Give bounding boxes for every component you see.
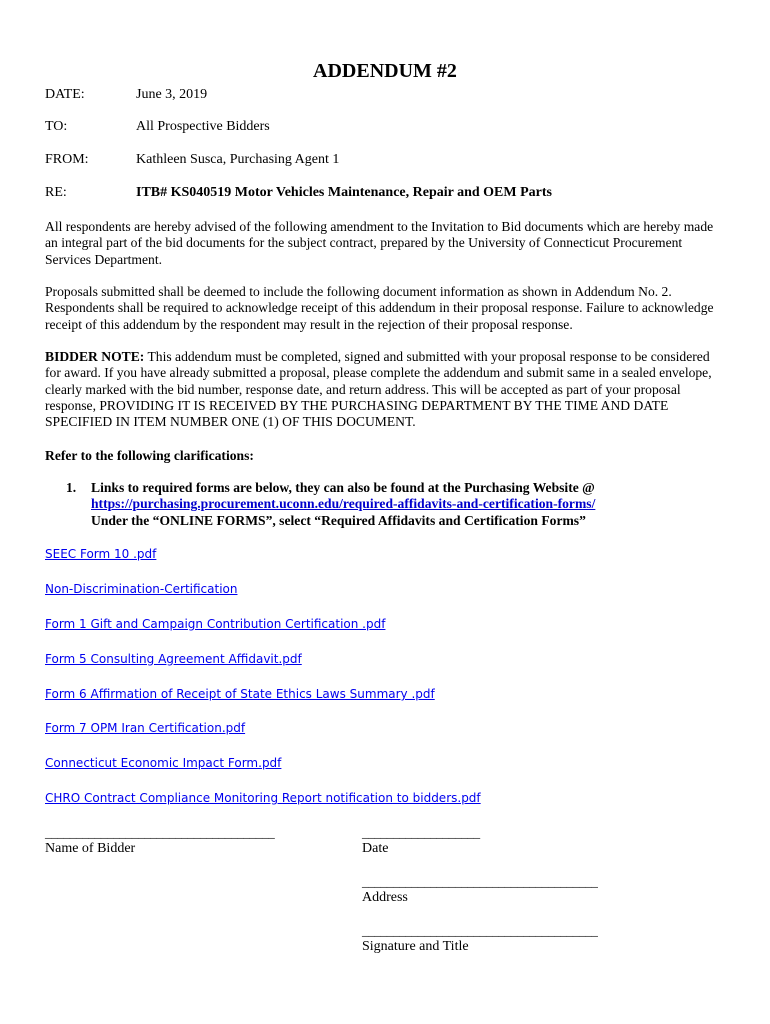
address-label: Address <box>362 890 408 905</box>
from-value: Kathleen Susca, Purchasing Agent 1 <box>136 152 340 167</box>
item-1-text <box>91 480 721 529</box>
item-1-instruction: Under the “ONLINE FORMS”, select “Required Affidavits and Certification Forms” <box>91 512 586 528</box>
to-label: TO: <box>45 119 68 134</box>
form-7-link[interactable]: Form 7 OPM Iran Certification.pdf <box>45 721 246 735</box>
purchasing-website-link[interactable]: https://purchasing.procurement.uconn.edu/required-affidavits-and-certification-forms/ <box>91 496 596 512</box>
form-5-link[interactable]: Form 5 Consulting Agreement Affidavit.pdf <box>45 652 302 666</box>
economic-impact-link[interactable]: Connecticut Economic Impact Form.pdf <box>45 756 282 770</box>
from-label: FROM: <box>45 152 89 167</box>
name-of-bidder-line: _____________________________________ <box>45 825 275 840</box>
re-label: RE: <box>45 185 67 200</box>
form-6-link[interactable]: Form 6 Affirmation of Receipt of State Ethics Laws Summary .pdf <box>45 687 435 701</box>
date-signature-label: Date <box>362 841 389 856</box>
name-of-bidder-label: Name of Bidder <box>45 841 136 856</box>
page-title: ADDENDUM #2 <box>313 60 457 82</box>
date-line: ___________________ <box>362 825 480 840</box>
signature-title-label: Signature and Title <box>362 939 469 954</box>
bidder-note-paragraph <box>45 349 725 430</box>
intro-paragraph: All respondents are hereby advised of the following amendment to the Invitation to Bid documents which are hereby made an integral part of the bid documents for the subject contract, prepared by the University of Connecticut Procurement Services Department. <box>45 219 714 267</box>
seec-form-link[interactable]: SEEC Form 10 .pdf <box>45 547 157 561</box>
date-value: June 3, 2019 <box>136 87 208 102</box>
date-label: DATE: <box>45 87 85 102</box>
re-value: ITB# KS040519 Motor Vehicles Maintenance, Repair and OEM Parts <box>136 185 552 200</box>
clarifications-heading: Refer to the following clarifications: <box>45 448 254 463</box>
signature-line: ______________________________________ <box>362 923 598 938</box>
item-number: 1. <box>66 480 77 495</box>
acknowledge-paragraph: Proposals submitted shall be deemed to include the following document information as shown in Addendum No. 2. Respondents shall be required to acknowledge receipt of this addendum in their proposal response. Failure to acknowledge receipt of this addendum by the respondent may result in the rejection of their proposal response. <box>45 284 714 332</box>
bidder-note-label: BIDDER NOTE: <box>45 349 145 364</box>
form-1-link[interactable]: Form 1 Gift and Campaign Contribution Certification .pdf <box>45 617 386 631</box>
to-value: All Prospective Bidders <box>136 119 270 134</box>
item-1-line: Links to required forms are below, they can also be found at the Purchasing Website @ <box>91 480 595 495</box>
chro-report-link[interactable]: CHRO Contract Compliance Monitoring Report notification to bidders.pdf <box>45 791 481 805</box>
address-line: ______________________________________ <box>362 874 598 889</box>
non-discrimination-link[interactable]: Non-Discrimination-Certification <box>45 582 238 596</box>
bidder-note-text: This addendum must be completed, signed and submitted with your proposal response to be considered for award. If you have already submitted a proposal, please complete the addendum and submit same in a sealed envelope, clearly marked with the bid number, response date, and return address. This will be accepted as part of your proposal response, PROVIDING IT IS RECEIVED BY THE PURCHASING DEPARTMENT BY THE TIME AND DATE SPECIFIED IN ITEM NUMBER ONE (1) OF THIS DOCUMENT. <box>45 349 712 430</box>
